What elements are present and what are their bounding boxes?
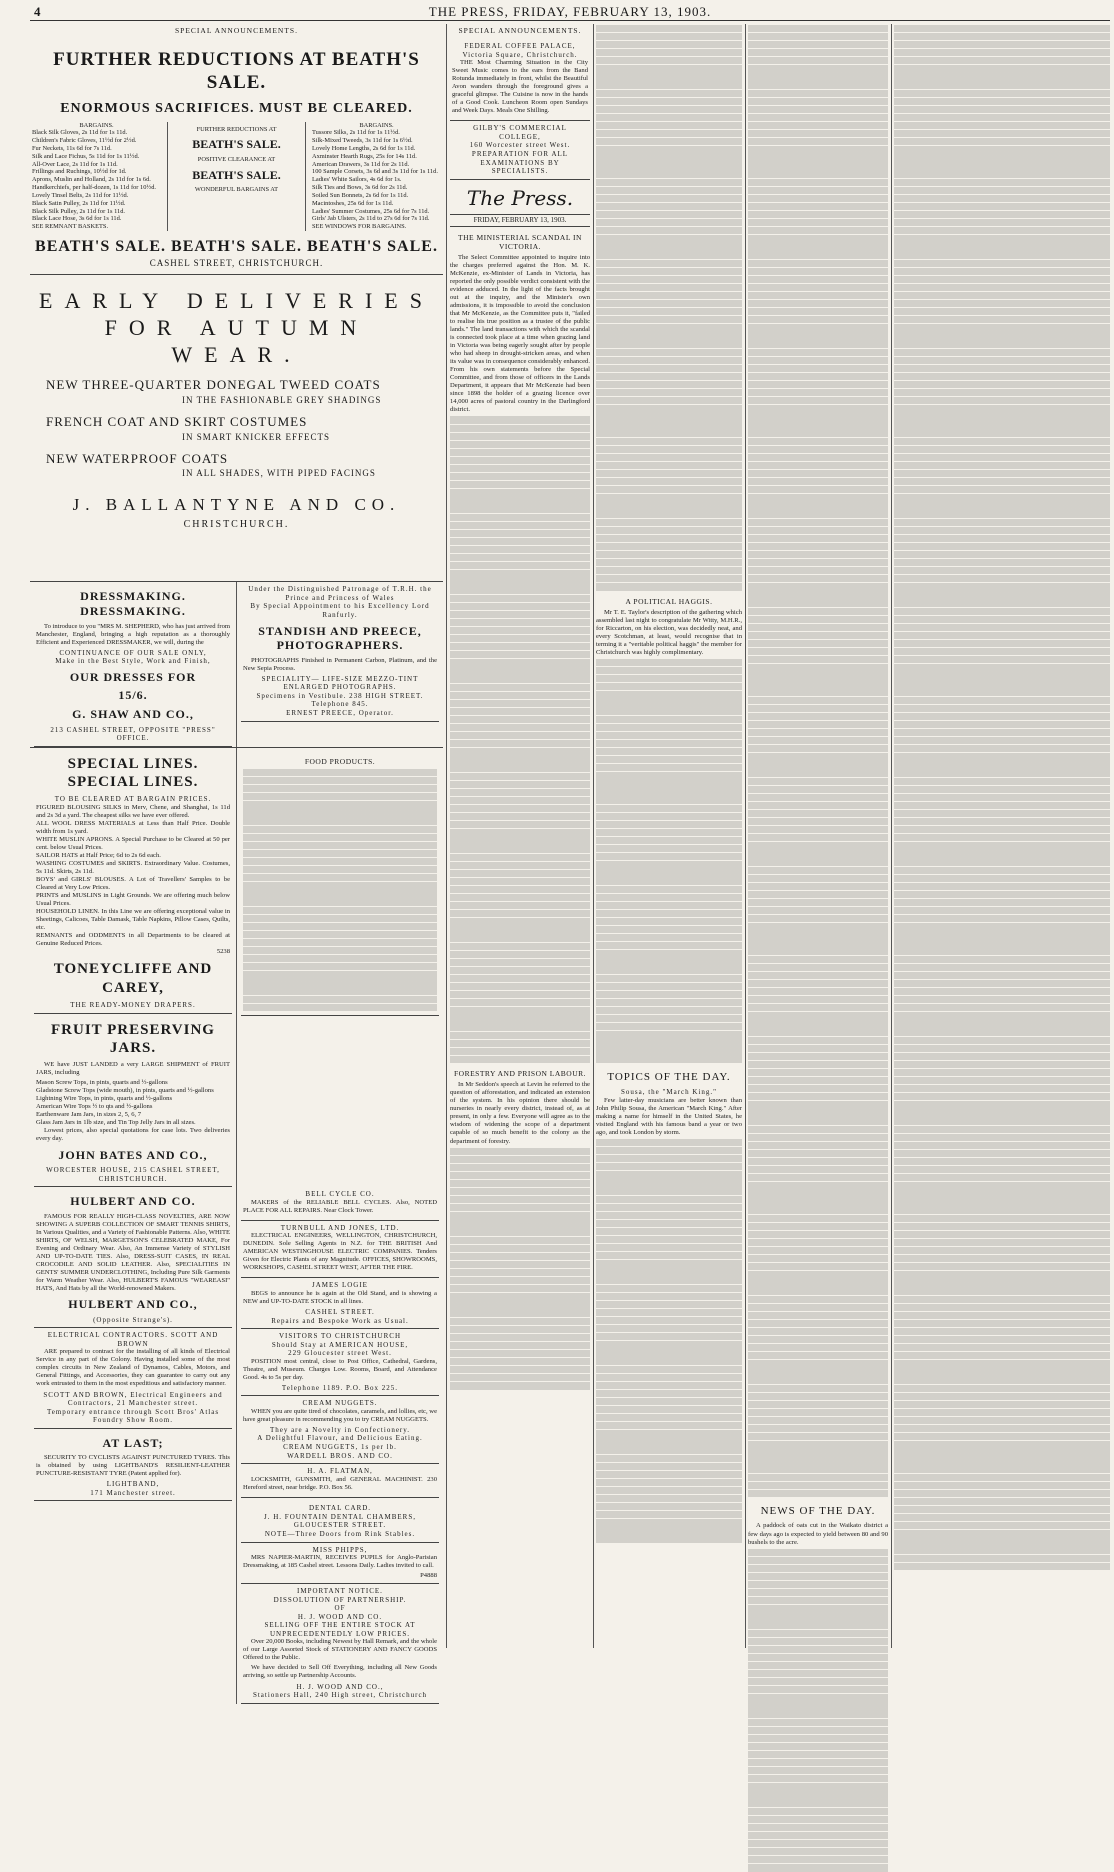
page-number: 4: [34, 4, 42, 19]
ad-appointment: By Special Appointment to his Excellency Lord Ranfurly.: [250, 602, 430, 620]
special-line-item: WHITE MUSLIN APRONS. A Special Purchase to be Cleared at 50 per cent. below Usual Prices.: [36, 836, 230, 852]
item-list: [32, 129, 161, 231]
bargain-item: All-Over Lace, 2s 11d for 1s 11d.: [32, 160, 118, 168]
ad-body: BEGS to announce he is again at the Old Stand, and is showing a NEW and UP-TO-DATE STOCK in all lines.: [243, 1290, 437, 1306]
article-headline: FOOD PRODUCTS.: [304, 756, 376, 766]
fruit-jars-ad: [34, 1014, 232, 1188]
column-divider: [446, 24, 447, 1648]
item-list: [36, 804, 230, 949]
center-line: POSITIVE CLEARANCE AT: [197, 156, 276, 163]
ad-address: 213 CASHEL STREET, OPPOSITE "PRESS" OFFICE.: [50, 725, 216, 743]
ad-right-stack: [236, 748, 443, 1187]
ad-headline: EARLY DELIVERIES FOR AUTUMN WEAR.: [39, 288, 434, 368]
bargain-item: Lovely Home Lengths, 2s 6d for 1s 11d.: [312, 145, 416, 152]
ad-subheadline: ENORMOUS SACRIFICES. MUST BE CLEARED.: [60, 101, 413, 117]
ad-address: (Opposite Strange's).: [93, 1315, 173, 1324]
center-line: BEATH'S SALE.: [192, 137, 281, 152]
ad-headline: ELECTRICAL CONTRACTORS. SCOTT AND BROWN: [47, 1331, 219, 1348]
bargain-item: Aprons, Muslin and Holland, 2s 11d for 1s 6d.: [32, 176, 151, 184]
ad-line: Specimens in Vestibule. 238 HIGH STREET.: [256, 691, 424, 700]
ad-headline: MISS PHIPPS,: [312, 1545, 368, 1554]
ad-line: OUR DRESSES FOR: [69, 669, 197, 684]
ad-phone: Telephone 845.: [311, 700, 369, 709]
article-body-placeholder: [450, 1148, 590, 1390]
ad-address: WORCESTER HOUSE, 215 CASHEL STREET, CHRISTCHURCH.: [46, 1166, 220, 1183]
article-body-placeholder: [450, 416, 590, 1063]
bargain-item: Silk and Lace Fichus, 5s 11d for 1s 11½d.: [32, 152, 140, 160]
ad-body: POSITION most central, close to Post Office, Cathedral, Gardens, Theatre, and Museum. Charges Low. Rooms, Board, and Attendance Good. 4s to 5s per day.: [243, 1357, 437, 1381]
center-line: BEATH'S SALE.: [192, 167, 281, 182]
federal-coffee-palace-ad: [450, 39, 590, 121]
scott-brown-ad: [34, 1328, 232, 1428]
section-heading: SPECIAL ANNOUNCEMENTS.: [175, 26, 298, 35]
ad-left-stack: [30, 1501, 236, 1703]
ad-phone: Telephone 1189. P.O. Box 225.: [281, 1383, 399, 1392]
ad-body: Over 20,000 Books, including Newest by Hall Remark, and the whole of our Large Assorted Stock of STATIONERY AND FANCY GOODS Offered to the Public.: [243, 1638, 437, 1662]
wood-dissolution-ad: [241, 1584, 439, 1703]
ad-body: ARE prepared to contract for the installing of all kinds of Electrical Service in any part of the Colony. Having installed some of the most complex circuits in New Zealand of Dynamos, Cables, Motors, and General Fittings, and Accessories, they can guarantee to carry out any work entrusted to them in the most expeditious and satisfactory manner.: [36, 1348, 230, 1388]
ad-headline: FEDERAL COFFEE PALACE,: [464, 42, 576, 51]
ad-headline: AT LAST;: [102, 1435, 164, 1450]
toneycliffe-ad: [34, 748, 232, 1014]
ad-note: Repairs and Bespoke Work as Usual.: [271, 1316, 409, 1325]
two-column-ads: [30, 1187, 443, 1501]
special-line-item: WASHING COSTUMES and SKIRTS. Extraordinary Value. Costumes, 5s 11d. Skirts, 2s 11d.: [36, 860, 230, 876]
bargain-item: Black Silk Gloves, 2s 11d for 1s 11d.: [32, 129, 128, 137]
list-heading: BARGAINS.: [359, 121, 394, 129]
ad-price: CREAM NUGGETS, 1s per lb.: [283, 1443, 397, 1452]
bargain-item: SEE REMNANT BASKETS.: [32, 223, 109, 231]
article-body-placeholder: [748, 25, 888, 1497]
ad-body: MAKERS of the RELIABLE BELL CYCLES. Also, NOTED PLACE FOR ALL REPAIRS. Near Clock Tower.: [243, 1198, 437, 1214]
article-body-placeholder: [596, 659, 742, 1063]
special-line-item: ALL WOOL DRESS MATERIALS at Less than Half Price. Double width from 1s yard.: [36, 819, 230, 835]
column-4: [748, 24, 888, 1648]
firm-name: STANDISH AND PREECE, PHOTOGRAPHERS.: [258, 623, 422, 653]
ad-line: A Delightful Flavour, and Delicious Eating.: [257, 1434, 423, 1443]
jar-item: Gladstone Screw Tops (wide mouth), in pints, quarts and ½-gallons: [36, 1087, 214, 1095]
special-line-item: REMNANTS and ODDMENTS in all Departments to be cleared at Genuine Reduced Prices.: [36, 932, 230, 948]
article-body: In Mr Seddon's speech at Levin he referred to the question of afforestation, and indicated an extension of the system. In his opinion there should be nurseries in nearly every district, instead of, as at present, in only a few. Everyone will agree as to the wisdom of widening the scope of a department capable of so much benefit to the colony as the department of forestry.: [450, 1081, 590, 1145]
bargain-item: Lovely Tinsel Belts, 2s 11d for 11½d.: [32, 191, 129, 199]
bargain-item: Black Lace Hose, 3s 6d for 1s 11d.: [32, 215, 122, 223]
masthead: [30, 2, 1110, 21]
column-3: [596, 24, 742, 1648]
bargain-item: Frillings and Ruchings, 10½d for 1d.: [32, 168, 127, 176]
two-column-ads: [30, 582, 443, 747]
bargain-list-right: [312, 122, 441, 231]
ad-body: ELECTRICAL ENGINEERS, WELLINGTON, CHRISTCHURCH, DUNEDIN. Sole Selling Agents in N.Z. for THE BRITISH And AMERICAN WESTINGHOUSE ELECTRIC COMPANIES. Tenders Given for Electric Plants of any Magnitude. OFFICES, SHOWROOMS, WORKSHOPS, CASHEL STREET WEST, AFTER THE FIRE.: [243, 1232, 437, 1272]
ad-headline: SPECIAL LINES. SPECIAL LINES.: [67, 755, 199, 791]
ad-headline: CREAM NUGGETS.: [302, 1399, 378, 1408]
article-headline: THE MINISTERIAL SCANDAL IN VICTORIA.: [458, 232, 582, 251]
bargain-item: Ladies' White Sailors, 4s 6d for 1s.: [312, 176, 402, 184]
center-line: FURTHER REDUCTIONS AT: [196, 125, 277, 133]
gilby-college-ad: [450, 121, 590, 179]
bargain-item: Girls' Jab Ulsters, 2s 11d to 27s 6d for 7s 11d.: [312, 215, 430, 223]
ad-line: DISSOLUTION OF PARTNERSHIP.: [273, 1595, 407, 1604]
ad-body: FAMOUS FOR REALLY HIGH-CLASS NOVELTIES, ARE NOW SHOWING A SUPERB COLLECTION OF SMART TENNIS SHIRTS, In Various Qualities, and a Variety of Fashionable Patterns. Also, WHITE SHIRTS, OF WELSH, MARGETSON'S CELEBRATED MAKE, For Evening and Ordinary Wear. Also, An Immense Variety of STYLISH AND UP-TO-DATE TIES. Also, DRESS-SUIT CASES, IN REAL CROCODILE AND SOLID LEATHER. Also, SPECIALITIES IN GENTS' SUMMER UNDERCLOTHING, Including Pure Silk Garments for Warm Weather Wear. Also, HULBERT'S FAMOUS "WEAREASI" HATS, And Hats by all the World-renowned Makers.: [36, 1212, 230, 1293]
section-heading: NEWS OF THE DAY.: [760, 1505, 876, 1518]
article-body-placeholder: [596, 25, 742, 591]
ad-address: CASHEL STREET, CHRISTCHURCH.: [149, 258, 324, 269]
ad-headline: IMPORTANT NOTICE.: [297, 1587, 383, 1596]
article-body: A paddock of oats cut in the Waikato district a few days ago is expected to yield between 80 and 90 bushels to the acre.: [748, 1522, 888, 1546]
editorial-date: FRIDAY, FEBRUARY 13, 1903.: [450, 214, 590, 227]
ad-right-stack: [236, 1501, 443, 1703]
beath-center-box: [167, 122, 306, 231]
ad-line-sub: IN SMART KNICKER EFFECTS: [182, 431, 331, 442]
flatman-ad: [241, 1464, 439, 1498]
ad-line: SELLING OFF THE ENTIRE STOCK AT UNPRECEDENTEDLY LOW PRICES.: [264, 1621, 416, 1638]
firm-name: Should Stay at AMERICAN HOUSE,: [271, 1340, 409, 1349]
ad-footer: Lowest prices, also special quotations for case lots. Two deliveries every day.: [36, 1127, 230, 1143]
column-2: [450, 24, 590, 1648]
bargain-list-left: [32, 122, 161, 231]
firm-name: JAMES LOGIE: [312, 1281, 368, 1290]
jar-item: American Wire Tops ½ to qts and ½-gallons: [36, 1103, 153, 1111]
ad-note: NOTE—Three Doors from Rink Stables.: [264, 1530, 416, 1539]
article-headline: A POLITICAL HAGGIS.: [625, 596, 713, 606]
ad-headline: DRESSMAKING. DRESSMAKING.: [80, 589, 186, 619]
item-list: [312, 129, 441, 231]
article-body: The Select Committee appointed to inquire into the charges preferred against the Hon. M. K. McKenzie, ex-Minister of Lands in Victoria, has reported the only possible verdict consistent with the evidence adduced. In the light of the facts brought out at the inquiry, and the Minister's own admissions, it is impossible to avoid the conclusion that Mr McKenzie, as the Committee puts it, "failed to realise his true position as a trustee of the public lands." The land transactions with which the scandal is connected took place at a time when grazing land in Victoria was being eagerly sought after by people who had sheep in drought-stricken areas, and when its value was in consequence considerably enhanced. From his own statements before the Special Committee, and from those of officers in the Lands Department, it appears that Mr McKenzie had been since 1898 the holder of a grazing licence over 14,000 acres of pastoral country in the Darlingford district.: [450, 253, 590, 414]
food-products-article: [241, 748, 439, 1016]
special-line-item: SAILOR HATS at Half Price; 6d to 2s 6d each.: [36, 852, 161, 860]
ad-body: MRS NAPIER-MARTIN, RECEIVES PUPILS for Anglo-Parisian Dressmaking, at 185 Cashel street. Lessons Daily. Ladies invited to call.: [243, 1554, 437, 1570]
firm-name: TONEYCLIFFE AND CAREY,: [53, 961, 213, 996]
article-headline: FORESTRY AND PRISON LABOUR.: [454, 1069, 586, 1079]
column-divider: [891, 24, 892, 1648]
firm-name: G. SHAW AND CO.,: [72, 707, 194, 722]
bargain-item: Children's Fabric Gloves, 11½d for 2½d.: [32, 137, 137, 145]
ad-headline: FRUIT PRESERVING JARS.: [51, 1021, 215, 1056]
ad-line: FRENCH COAT AND SKIRT COSTUMES: [46, 413, 308, 429]
column-advertisements: [30, 24, 443, 1700]
column-5: [894, 24, 1110, 1648]
bargain-item: Fur Neckets, 11s 6d for 7s 11d.: [32, 145, 112, 152]
standish-preece-ad: [241, 582, 439, 721]
firm-name: H. A. FLATMAN,: [307, 1467, 373, 1476]
article-body: Few latter-day musicians are better known than John Philip Sousa, the American "March King." After making a name for himself in the United States, he visited England with his famous band a year or two ago, and took London by storm.: [596, 1096, 742, 1136]
firm-name: H. J. WOOD AND CO.: [297, 1612, 383, 1621]
jar-item: Mason Screw Tops, in pints, quarts and ½-gallons: [36, 1079, 168, 1087]
hulbert-ad: [34, 1187, 232, 1328]
ad-body: THE Most Charming Situation in the City Sweet Music comes to the ears from the Band Rotunda immediately in front, whilst the Beautiful Avon wanders through the foreground gives a graceful glimpse. The Cuisine is now in the hands of a Good Cook. Luncheon Room open Sundays and Week Days. Meals One Shilling.: [452, 59, 588, 115]
ad-left-stack: [30, 1187, 236, 1501]
special-line-item: PRINTS and MUSLINS in Light Grounds. We are offering much below Usual Prices.: [36, 892, 230, 908]
ad-body: We have decided to Sell Off Everything, including all New Goods arriving, so settle up Partnership Accounts.: [243, 1664, 437, 1680]
bargain-item: Handkerchiefs, per half-dozen, 1s 11d for 10½d.: [32, 184, 156, 192]
editorial-masthead: The Press.: [466, 185, 574, 210]
ad-note: Temporary entrance through Scott Bros' Atlas Foundry Show Room.: [46, 1407, 220, 1425]
ad-operator: ERNEST PREECE, Operator.: [286, 708, 394, 717]
column-divider: [593, 24, 594, 1648]
ad-line-sub: IN THE FASHIONABLE GREY SHADINGS: [182, 394, 382, 405]
firm-name: SCOTT AND BROWN, Electrical Engineers and Contractors, 21 Manchester street.: [43, 1390, 223, 1408]
ad-body: PREPARATION FOR ALL EXAMINATIONS BY SPECIALISTS.: [471, 150, 569, 176]
ad-body: To introduce to you "MRS M. SHEPHERD, who has just arrived from Manchester, England, bringing a high reputation as a thoroughly Efficient and Experienced DRESSMAKER, we will, during the: [36, 622, 230, 646]
ad-left-stack: [30, 582, 236, 746]
firm-city: CHRISTCHURCH.: [183, 519, 290, 531]
ad-footer-headline: BEATH'S SALE. BEATH'S SALE. BEATH'S SALE.: [35, 237, 438, 255]
firm-name: HULBERT AND CO.: [70, 1194, 196, 1209]
item-list: [36, 1079, 230, 1127]
bargain-item: Soiled Sun Bonnets, 2s 6d for 1s 11d.: [312, 191, 409, 199]
firm-name: WARDELL BROS. AND CO.: [287, 1451, 393, 1460]
article-body: Mr T. E. Taylor's description of the gathering which assembled last night to congratulate Mr Witty, M.H.R., for Riccarton, on his election, was decidedly neat, and every Scotchman, at least, would recognise that in terming it a "veritable political haggis" the member for Christchurch was highly complimentary.: [596, 608, 742, 656]
jar-item: Lightning Wire Tops, in pints, quarts and ½-gallons: [36, 1095, 173, 1103]
ad-line: CONTINUANCE OF OUR SALE ONLY,: [59, 648, 207, 657]
ad-line: OF: [334, 1604, 346, 1613]
cream-nuggets-ad: [241, 1396, 439, 1464]
turnbull-jones-ad: [241, 1221, 439, 1279]
ad-address: Victoria Square, Christchurch.: [462, 50, 578, 59]
article-body-placeholder: [243, 769, 437, 1011]
ad-body: WHEN you are quite tired of chocolates, caramels, and lollies, etc, we have great pleasure in recommending you to try CREAM NUGGETS.: [243, 1407, 437, 1423]
bell-cycle-ad: [241, 1187, 439, 1221]
ad-address: Stationers Hall, 240 High street, Christchurch: [252, 1691, 428, 1700]
jar-item: Glass Jam Jars in 1lb size, and Tin Top Jelly Jars in all sizes.: [36, 1119, 196, 1127]
ballantyne-ad: [30, 275, 443, 582]
special-line-item: FIGURED BLOUSING SILKS in Merv, Chene, and Shanghai, 1s 11d and 2s 3d a yard. The cheapest silks we have ever offered.: [36, 803, 230, 819]
firm-name: J. BALLANTYNE AND CO.: [72, 495, 401, 515]
dental-ad: [241, 1501, 439, 1542]
ad-left-stack: [30, 748, 236, 1187]
firm-name: BELL CYCLE CO.: [305, 1190, 375, 1199]
ad-body: LOCKSMITH, GUNSMITH, and GENERAL MACHINIST. 230 Hereford street, near bridge. P.O. Box 56.: [243, 1475, 437, 1491]
special-line-item: HOUSEHOLD LINEN. In this Line we are offering exceptional value in Sheetings, Calicoes, Table Damask, Table Napkins, Pillow Cases, Quilts, etc.: [36, 908, 230, 932]
ad-body: WE have JUST LANDED a very LARGE SHIPMENT of FRUIT JARS, including: [36, 1061, 230, 1077]
ad-address: 171 Manchester street.: [90, 1488, 176, 1497]
firm-subtitle: THE READY-MONEY DRAPERS.: [70, 1001, 196, 1010]
logie-ad: [241, 1278, 439, 1329]
ad-headline: GILBY'S COMMERCIAL COLLEGE,: [473, 124, 567, 141]
ad-address: 160 Worcester street West.: [469, 141, 571, 150]
ad-line: They are a Novelty in Confectionery.: [269, 1425, 411, 1434]
bargain-item: Black Silk Pulley, 2s 11d for 1s 11d.: [32, 207, 126, 215]
ad-right-stack: [236, 1187, 443, 1501]
center-line: WONDERFUL BARGAINS AT: [194, 186, 279, 194]
section-heading: TOPICS OF THE DAY.: [607, 1070, 731, 1083]
ad-line: NEW THREE-QUARTER DONEGAL TWEED COATS: [46, 376, 381, 392]
ad-line: NEW WATERPROOF COATS: [46, 450, 229, 466]
ad-right-stack: [236, 582, 443, 746]
american-house-ad: [241, 1329, 439, 1396]
firm-name: TURNBULL AND JONES, LTD.: [280, 1223, 400, 1232]
article-body-placeholder: [894, 25, 1110, 1570]
ad-ref: 5238: [216, 948, 230, 956]
bargain-item: Macintoshes, 25s 6d for 1s 11d.: [312, 199, 394, 207]
ad-line-sub: IN ALL SHADES, WITH PIPED FACINGS: [182, 468, 376, 479]
bargain-item: Silk Ties and Bows, 3s 6d for 2s 11d.: [312, 184, 408, 192]
special-line-item: BOYS' and GIRLS' BLOUSES. A Lot of Travellers' Samples to be Cleared at Very Low Prices.: [36, 876, 230, 892]
newspaper-title: THE PRESS, FRIDAY, FEBRUARY 13, 1903.: [428, 4, 712, 19]
ad-body: PHOTOGRAPHS Finished in Permanent Carbon, Platinum, and the New Sepia Process.: [243, 656, 437, 672]
article-body-placeholder: [748, 1549, 888, 1872]
bargain-item: Axminster Hearth Rugs, 25s for 14s 11d.: [312, 152, 417, 160]
ad-headline: VISITORS TO CHRISTCHURCH: [278, 1332, 402, 1341]
firm-name: H. J. WOOD AND CO.,: [296, 1682, 384, 1691]
bargain-item: Black Satin Pulley, 2s 11d for 11½d.: [32, 199, 126, 207]
ad-body: SECURITY TO CYCLISTS AGAINST PUNCTURED TYRES. This is obtained by using LIGHTBAND'S RESILIENT-LEATHER PUNCTURE-RESISTANT TYRE (Patent applied for).: [36, 1454, 230, 1478]
article-sidehead: Sousa, the "March King.": [620, 1088, 717, 1097]
list-heading: BARGAINS.: [79, 121, 114, 129]
ad-patronage: Under the Distinguished Patronage of T.R.H. the Prince and Princess of Wales: [248, 585, 432, 602]
phipps-ad: [241, 1543, 439, 1585]
firm-name: HULBERT AND CO.,: [68, 1297, 198, 1312]
ad-address: CASHEL STREET.: [305, 1308, 375, 1317]
ad-line: Make in the Best Style, Work and Finish,: [55, 657, 211, 666]
column-divider: [745, 24, 746, 1648]
firm-name: J. H. FOUNTAIN DENTAL CHAMBERS, GLOUCESTER STREET.: [264, 1512, 416, 1530]
ad-ref: P4888: [420, 1572, 437, 1580]
ad-headline: DENTAL CARD.: [308, 1504, 372, 1513]
ad-line: SPECIALITY— LIFE-SIZE MEZZO-TINT ENLARGED PHOTOGRAPHS.: [261, 674, 419, 692]
bargain-item: Tussore Silks, 2s 11d for 1s 11½d.: [312, 129, 400, 137]
bargain-item: 100 Sample Corsets, 3s 6d and 3s 11d for 1s 11d.: [312, 168, 438, 176]
ad-headline: FURTHER REDUCTIONS AT BEATH'S SALE.: [53, 49, 420, 94]
firm-name: LIGHTBAND,: [106, 1480, 160, 1489]
bargain-item: Silk-Mixed Tweeds, 3s 11d for 1s 6½d.: [312, 137, 413, 145]
two-column-ads: [30, 1501, 443, 1703]
firm-name: JOHN BATES AND CO.,: [58, 1147, 208, 1162]
two-column-ads: [30, 748, 443, 1187]
section-heading: SPECIAL ANNOUNCEMENTS.: [458, 26, 582, 35]
ad-subheadline: TO BE CLEARED AT BARGAIN PRICES.: [54, 795, 212, 804]
dressmaking-ad: [34, 582, 232, 746]
bargain-item: Ladies' Summer Costumes, 25s 6d for 7s 11d.: [312, 207, 430, 215]
ad-address: 229 Gloucester street West.: [288, 1349, 392, 1358]
jar-item: Earthenware Jam Jars, in sizes 2, 5, 6, 7: [36, 1111, 142, 1119]
beath-sale-ad: [30, 39, 443, 275]
lightband-ad: [34, 1429, 232, 1502]
ad-price: 15/6.: [118, 688, 148, 703]
bargain-item: American Drawers, 3s 11d for 2s 11d.: [312, 160, 410, 168]
article-body-placeholder: [596, 1139, 742, 1543]
bargain-item: SEE WINDOWS FOR BARGAINS.: [312, 223, 407, 231]
